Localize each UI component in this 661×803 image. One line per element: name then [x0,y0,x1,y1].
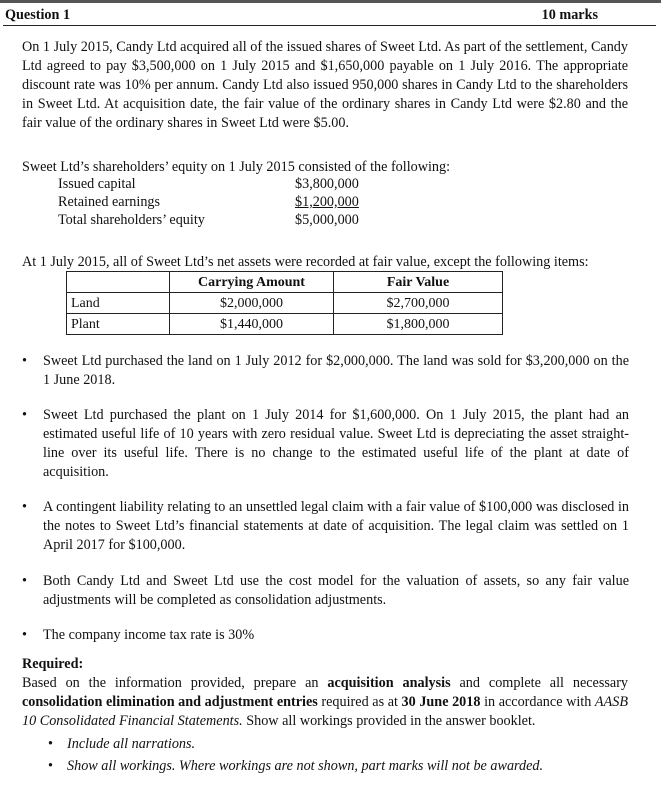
bullet-text: Sweet Ltd purchased the plant on 1 July 2014 for $1,600,000. On 1 July 2015, the plant had an estimated useful life of 10 years with zero residual value. Sweet Ltd is depreciating the asset straight-line over its useful life. There is no change to the estimated useful life of the plant at date of acquisition. [43,407,629,480]
fair-value-table [66,271,503,335]
equity-value: $5,000,000 [295,212,359,228]
bullet-icon: • [22,573,27,589]
intro-paragraph: On 1 July 2015, Candy Ltd acquired all of the issued shares of Sweet Ltd. As part of the settlement, Candy Ltd agreed to pay $3,500,000 on 1 July 2015 and $1,650,000 payable on 1 July 2016. The appropriate discount rate was 10% per annum. Candy Ltd also issued 950,000 shares in Candy Ltd to the shareholders in Sweet Ltd. At acquisition date, the fair value of the ordinary shares in Candy Ltd were $2.80 and the fair value of the ordinary shares in Sweet Ltd were $5.00. [22,39,628,131]
required-text: Based on the information provided, prepare an [22,675,328,691]
required-bold-text: acquisition analysis [327,675,451,691]
table-cell: $2,700,000 [334,293,503,314]
question-number: Question 1 [5,7,71,23]
required-bold-text: 30 June 2018 [401,694,481,710]
table-header-cell: Carrying Amount [170,272,334,293]
bullet-icon: • [48,758,53,774]
instruction-text: Include all narrations. [67,736,196,752]
required-paragraph [22,674,628,731]
bullet-icon: • [22,499,27,515]
required-text: in accordance with [480,694,595,710]
table-cell: $2,000,000 [170,293,334,314]
bullet-text: A contingent liability relating to an unsettled legal claim with a fair value of $100,000 was disclosed in the notes to Sweet Ltd’s financial statements at date of acquisition. The legal claim was settled on 1 April 2017 for $100,000. [43,499,629,553]
question-marks: 10 marks [541,7,598,23]
equity-value: $1,200,000 [295,194,359,210]
equity-title: Sweet Ltd’s shareholders’ equity on 1 July 2015 consisted of the following: [22,159,451,175]
equity-row-issued-capital [58,175,378,194]
equity-label: Retained earnings [58,194,161,210]
table-cell: $1,800,000 [334,314,503,335]
bullet-icon: • [22,407,27,423]
equity-row-retained-earnings [58,193,378,212]
table-row [67,314,503,335]
equity-row-total [58,211,378,230]
equity-value: $3,800,000 [295,176,359,192]
table-header-cell [67,272,170,293]
bullet-icon: • [22,353,27,369]
question-header [3,3,656,26]
bullet-icon: • [48,736,53,752]
table-cell: $1,440,000 [170,314,334,335]
required-text: required as at [317,694,402,710]
required-bold-text: consolidation elimination and adjustment entries [22,694,318,710]
instruction-text: Show all workings. Where workings are not shown, part marks will not be awarded. [67,758,544,774]
table-row [67,293,503,314]
fair-value-title: At 1 July 2015, all of Sweet Ltd’s net assets were recorded at fair value, except the following items: [22,254,589,270]
standard-reference: AASB 10 Consolidated Financial Statements. [22,694,629,729]
bullet-text: Both Candy Ltd and Sweet Ltd use the cost model for the valuation of assets, so any fair value adjustments will be completed as consolidation adjustments. [43,573,629,608]
required-text: and complete all necessary [450,675,629,691]
table-header-cell: Fair Value [334,272,503,293]
equity-label: Total shareholders’ equity [58,212,205,228]
table-cell: Land [67,293,170,314]
required-title: Required: [22,656,84,672]
required-text: Show all workings provided in the answer booklet. [242,713,536,729]
bullet-text: The company income tax rate is 30% [43,627,255,643]
table-header-row [67,272,503,293]
table-cell: Plant [67,314,170,335]
bullet-text: Sweet Ltd purchased the land on 1 July 2012 for $2,000,000. The land was sold for $3,200,000 on the 1 June 2018. [43,353,629,388]
equity-label: Issued capital [58,176,136,192]
bullet-icon: • [22,627,27,643]
